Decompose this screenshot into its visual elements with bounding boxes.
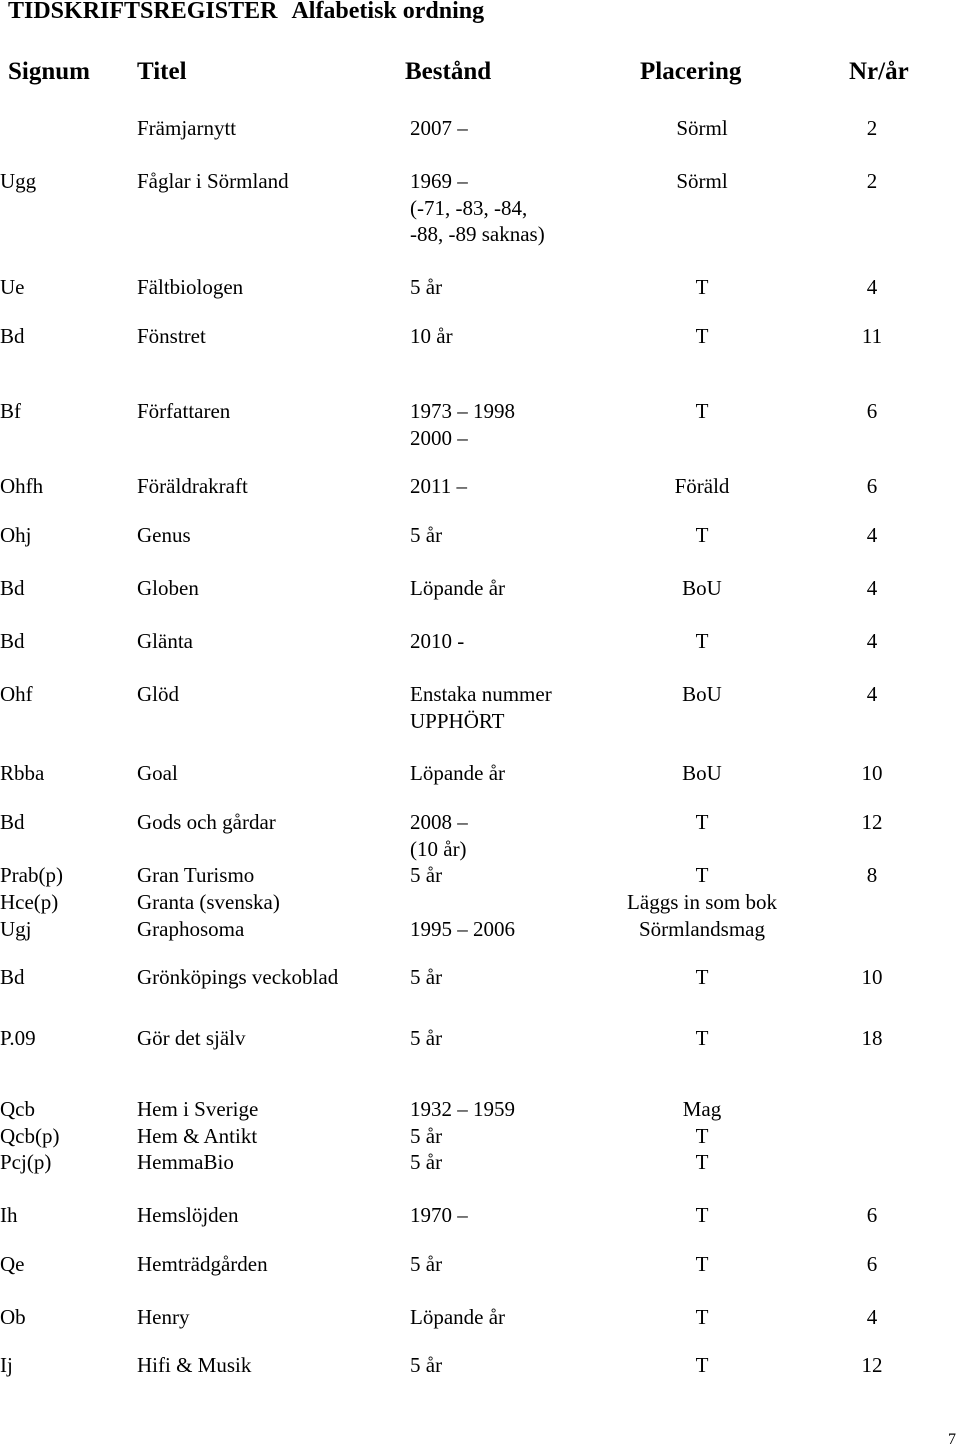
row-signum: Prab(p): [0, 863, 63, 887]
column-header-signum: Signum: [8, 58, 90, 85]
row-placement: T: [695, 523, 709, 547]
row-placement: T: [695, 1252, 709, 1276]
row-title: Fältbiologen: [137, 275, 244, 299]
row-placement: BoU: [682, 682, 722, 706]
row-holdings: 5 år: [410, 523, 443, 547]
row-title: Glöd: [137, 682, 179, 706]
row-title: Främjarnytt: [137, 116, 237, 140]
row-issues-per-year: 4: [866, 629, 878, 653]
row-holdings: 2000 –: [410, 425, 468, 450]
row-signum: Bd: [0, 810, 25, 834]
row-holdings: -88, -89 saknas): [410, 222, 545, 246]
row-signum: Bf: [0, 399, 21, 423]
row-holdings: 5 år: [410, 1353, 443, 1377]
row-signum: Ob: [0, 1305, 26, 1329]
row-placement: T: [695, 1026, 709, 1050]
row-issues-per-year: 4: [866, 576, 878, 600]
row-title: Genus: [137, 523, 191, 547]
row-issues-per-year: 6: [866, 1203, 878, 1227]
row-placement: T: [695, 1305, 709, 1329]
row-signum: Pcj(p): [0, 1150, 52, 1174]
row-placement: Läggs in som bok: [627, 890, 777, 914]
row-issues-per-year: 6: [866, 474, 878, 498]
row-holdings: 2008 –: [410, 810, 468, 834]
row-placement: T: [695, 1150, 709, 1174]
row-holdings: (10 år): [410, 836, 467, 861]
row-holdings: UPPHÖRT: [410, 708, 505, 733]
row-signum: Ugg: [0, 169, 37, 193]
row-title: Gran Turismo: [137, 863, 255, 887]
row-holdings: (-71, -83, -84,: [410, 195, 528, 220]
row-holdings: 2007 –: [410, 116, 468, 140]
row-title: Fåglar i Sörmland: [137, 169, 289, 193]
row-holdings: 2011 –: [410, 474, 467, 498]
row-issues-per-year: 6: [866, 399, 878, 423]
row-holdings: 2010 -: [410, 629, 465, 653]
row-title: Glänta: [137, 629, 193, 653]
row-issues-per-year: 4: [866, 275, 878, 299]
row-holdings: Löpande år: [410, 576, 506, 600]
row-title: Hemslöjden: [137, 1203, 239, 1227]
row-holdings: Enstaka nummer: [410, 682, 552, 706]
row-title: Henry: [137, 1305, 190, 1329]
column-header-placering: Placering: [640, 58, 742, 85]
row-signum: Qe: [0, 1252, 25, 1276]
row-issues-per-year: 10: [861, 965, 883, 989]
row-title: Goal: [137, 761, 178, 785]
row-holdings: 1970 –: [410, 1203, 468, 1227]
page-number: 7: [948, 1431, 956, 1448]
row-placement: T: [695, 863, 709, 887]
row-signum: Ugj: [0, 917, 32, 941]
row-holdings: 5 år: [410, 965, 443, 989]
row-holdings: Löpande år: [410, 1305, 506, 1329]
row-title: Hifi & Musik: [137, 1353, 252, 1377]
row-placement: Sörml: [676, 169, 728, 193]
row-holdings: 10 år: [410, 324, 453, 348]
row-placement: BoU: [682, 576, 722, 600]
row-placement: T: [695, 1353, 709, 1377]
column-header-nr: Nr/år: [849, 58, 909, 85]
row-placement: T: [695, 1203, 709, 1227]
row-signum: Qcb: [0, 1097, 35, 1121]
row-issues-per-year: 6: [866, 1252, 878, 1276]
row-issues-per-year: 8: [866, 863, 878, 887]
row-issues-per-year: 4: [866, 682, 878, 706]
row-holdings: 1969 –: [410, 169, 468, 193]
row-signum: Hce(p): [0, 890, 59, 914]
row-placement: T: [695, 1124, 709, 1148]
row-title: Hem i Sverige: [137, 1097, 259, 1121]
row-placement: BoU: [682, 761, 722, 785]
row-signum: Ij: [0, 1353, 13, 1377]
row-placement: T: [695, 965, 709, 989]
row-placement: Föräld: [674, 474, 730, 498]
row-holdings: Löpande år: [410, 761, 506, 785]
row-issues-per-year: 2: [866, 116, 878, 140]
row-issues-per-year: 18: [861, 1026, 883, 1050]
row-signum: Ohfh: [0, 474, 44, 498]
row-title: Hem & Antikt: [137, 1124, 258, 1148]
row-title: Fönstret: [137, 324, 206, 348]
row-title: Globen: [137, 576, 199, 600]
row-holdings: 5 år: [410, 1150, 443, 1174]
row-placement: T: [695, 629, 709, 653]
row-holdings: 5 år: [410, 863, 443, 887]
row-title: Hemträdgården: [137, 1252, 268, 1276]
page-title: TIDSKRIFTSREGISTER: [8, 0, 278, 24]
row-signum: P.09: [0, 1026, 36, 1050]
row-signum: Ue: [0, 275, 25, 299]
row-title: Grönköpings veckoblad: [137, 965, 339, 989]
row-signum: Qcb(p): [0, 1124, 60, 1148]
row-placement: T: [695, 810, 709, 834]
row-issues-per-year: 4: [866, 1305, 878, 1329]
row-signum: Bd: [0, 324, 25, 348]
row-placement: T: [695, 399, 709, 423]
row-issues-per-year: 11: [861, 324, 883, 348]
row-title: Gods och gårdar: [137, 810, 276, 834]
row-signum: Bd: [0, 629, 25, 653]
row-signum: Rbba: [0, 761, 45, 785]
row-signum: Ohf: [0, 682, 33, 706]
row-holdings: 5 år: [410, 1026, 443, 1050]
page-header: [8, 0, 498, 25]
row-placement: T: [695, 275, 709, 299]
row-placement: Sörmlandsmag: [639, 917, 765, 941]
row-placement: Sörml: [676, 116, 728, 140]
row-title: HemmaBio: [137, 1150, 234, 1174]
row-holdings: 5 år: [410, 1252, 443, 1276]
page-subtitle: Alfabetisk ordning: [291, 0, 485, 24]
row-issues-per-year: 4: [866, 523, 878, 547]
row-signum: Bd: [0, 576, 25, 600]
row-signum: Bd: [0, 965, 25, 989]
row-issues-per-year: 12: [861, 810, 883, 834]
column-header-bestand: Bestånd: [405, 58, 492, 85]
row-title: Föräldrakraft: [137, 474, 248, 498]
row-signum: Ohj: [0, 523, 32, 547]
row-issues-per-year: 12: [861, 1353, 883, 1377]
row-holdings: 5 år: [410, 1124, 443, 1148]
row-title: Granta (svenska): [137, 890, 280, 914]
row-holdings: 1932 – 1959: [410, 1097, 515, 1121]
row-title: Författaren: [137, 399, 231, 423]
row-signum: Ih: [0, 1203, 18, 1227]
row-issues-per-year: 10: [861, 761, 883, 785]
row-title: Gör det själv: [137, 1026, 246, 1050]
row-placement: Mag: [682, 1097, 722, 1121]
row-placement: T: [695, 324, 709, 348]
row-issues-per-year: 2: [866, 169, 878, 193]
row-holdings: 1973 – 1998: [410, 399, 515, 423]
row-holdings: 1995 – 2006: [410, 917, 515, 941]
row-holdings: 5 år: [410, 275, 443, 299]
row-title: Graphosoma: [137, 917, 245, 941]
column-header-titel: Titel: [137, 58, 187, 85]
